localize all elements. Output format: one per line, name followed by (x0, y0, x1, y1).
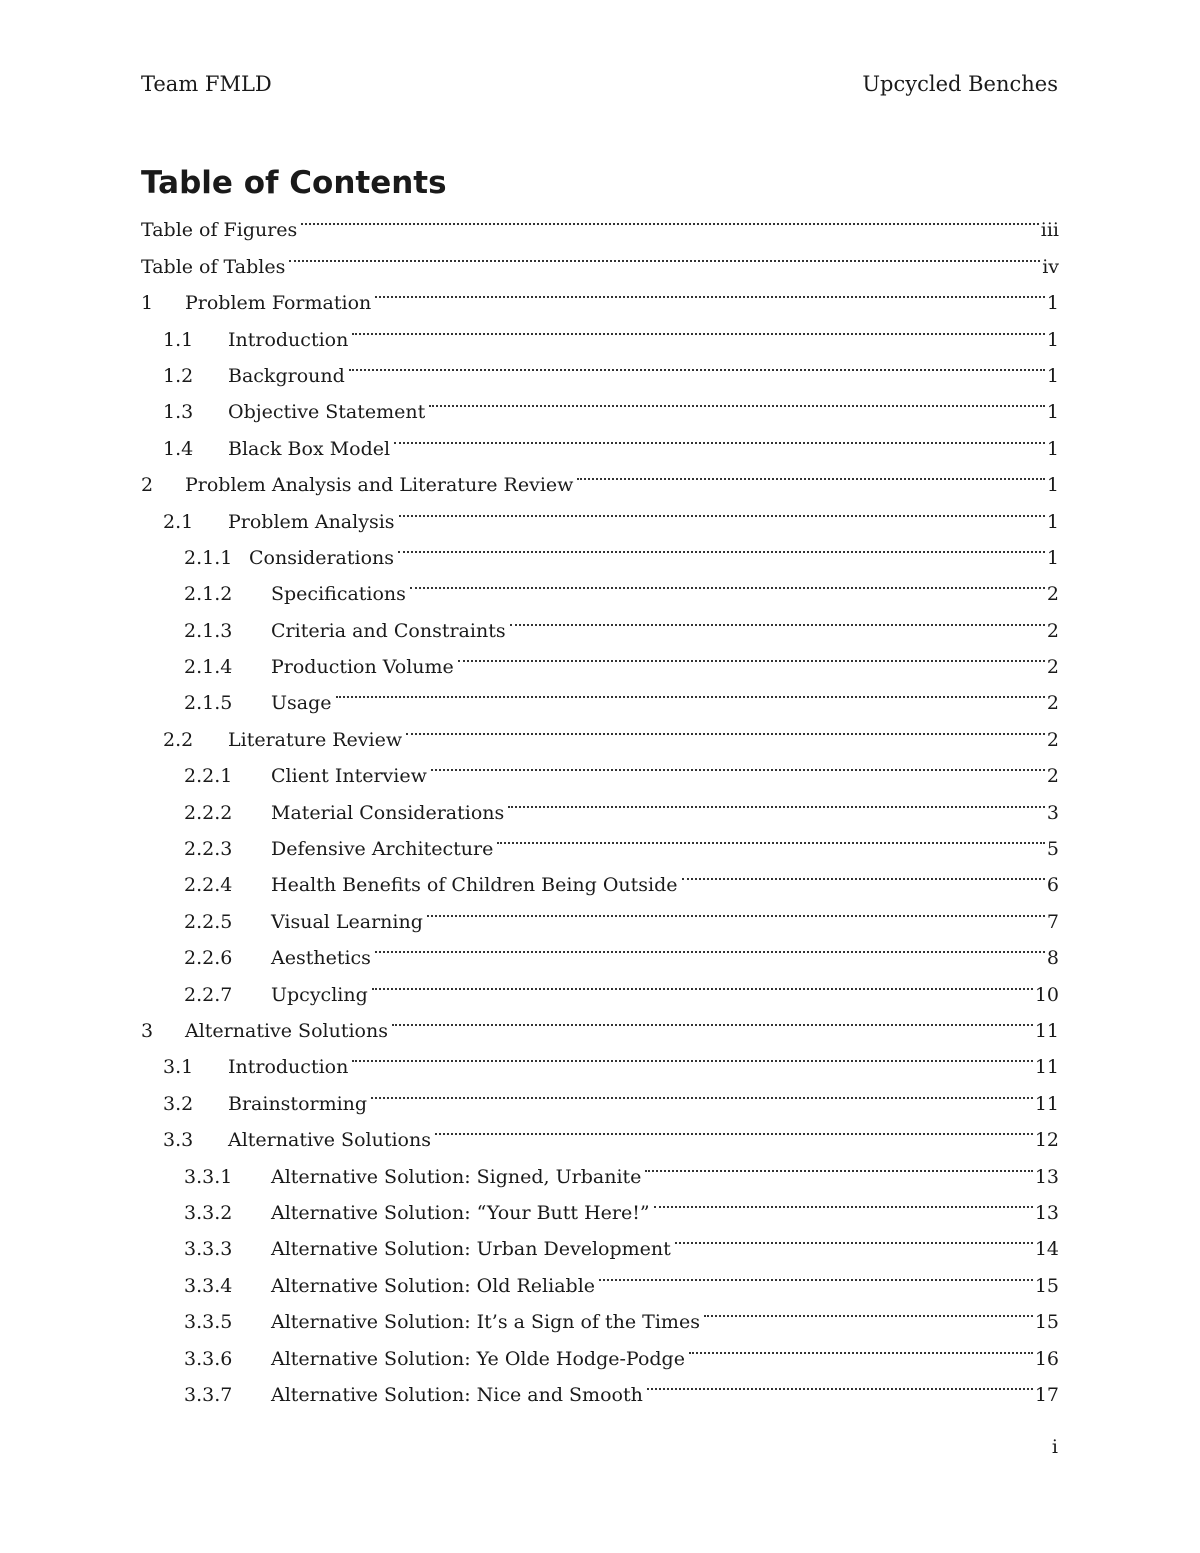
dot-leader (675, 1219, 1033, 1255)
toc-entry-text: Alternative Solution: Nice and Smooth (271, 1383, 643, 1406)
toc-entry-page: 2 (1046, 728, 1059, 751)
toc-entry-text: Defensive Architecture (271, 838, 494, 861)
toc-entry-text: Alternative Solution: Urban Development (271, 1238, 671, 1261)
toc-entry-text: Problem Analysis and Literature Review (185, 474, 574, 497)
toc-entry-page: 15 (1034, 1274, 1059, 1297)
toc-entry-number: 2.2 (163, 728, 194, 751)
toc-entry-page: 17 (1034, 1383, 1059, 1406)
toc-entry-page: 15 (1034, 1311, 1059, 1334)
dot-leader (371, 1073, 1033, 1109)
toc-entry-page: 1 (1046, 546, 1059, 569)
running-header-team: Team FMLD (141, 72, 272, 96)
dot-leader (682, 855, 1045, 891)
toc-entry-number: 1.3 (163, 401, 194, 424)
dot-leader (352, 1037, 1032, 1073)
toc-entry-number: 3.3.4 (184, 1274, 233, 1297)
dot-leader (406, 709, 1045, 745)
toc-entry-number: 1 (141, 292, 154, 315)
toc-entry-page: 11 (1034, 1092, 1059, 1115)
toc-entry-page: 2 (1046, 656, 1059, 679)
toc-entry-text: Production Volume (271, 656, 454, 679)
toc-entry-page: 16 (1034, 1347, 1059, 1370)
toc-entry-page: 13 (1034, 1201, 1059, 1224)
dot-leader (301, 200, 1038, 236)
dot-leader (394, 418, 1045, 454)
dot-leader (289, 236, 1040, 272)
toc-entry-text: Upcycling (271, 983, 368, 1006)
toc-entry-page: 1 (1046, 292, 1059, 315)
toc-entry-page: 1 (1046, 328, 1059, 351)
toc-entry-text: Black Box Model (228, 437, 391, 460)
dot-leader (647, 1365, 1033, 1401)
dot-leader (398, 528, 1045, 564)
toc-entry-number: 2.2.5 (184, 910, 233, 933)
dot-leader (410, 564, 1045, 600)
toc-entry-text: Material Considerations (271, 801, 505, 824)
dot-leader (599, 1255, 1033, 1291)
toc-entry-page: 11 (1034, 1056, 1059, 1079)
dot-leader (508, 782, 1045, 818)
toc-entry-text: Problem Formation (185, 292, 372, 315)
toc-entry-text: Usage (271, 692, 332, 715)
dot-leader (392, 1001, 1033, 1037)
toc-entry-table-of-figures[interactable] (141, 200, 1059, 242)
toc-entry-text: Visual Learning (271, 910, 423, 933)
toc-entry-number: 3.1 (163, 1056, 194, 1079)
dot-leader (375, 273, 1045, 309)
toc-entry-page: 2 (1046, 583, 1059, 606)
toc-entry-text: Alternative Solution: It’s a Sign of the Times (271, 1311, 700, 1334)
toc-entry-text: Health Benefits of Children Being Outside (271, 874, 678, 897)
toc-entry-page: 2 (1046, 765, 1059, 788)
toc-entry-page: 5 (1046, 838, 1059, 861)
toc-entry-page: 8 (1046, 947, 1059, 970)
toc-entry-text: Introduction (228, 1056, 349, 1079)
toc-entry-page: 6 (1046, 874, 1059, 897)
toc-entry-number: 3.3.5 (184, 1311, 233, 1334)
toc-entry-number: 2.1.4 (184, 656, 233, 679)
dot-leader (497, 819, 1045, 855)
running-header-project: Upcycled Benches (862, 72, 1058, 96)
toc-entry-page: 2 (1046, 692, 1059, 715)
toc-entry-text: Alternative Solution: Old Reliable (271, 1274, 596, 1297)
toc-entry-page: 11 (1034, 1019, 1059, 1042)
toc-entry-page: 10 (1034, 983, 1059, 1006)
dot-leader (429, 382, 1045, 418)
toc-entry-text: Alternative Solution: “Your Butt Here!” (271, 1201, 650, 1224)
toc-entry-number: 2.1.2 (184, 583, 233, 606)
toc-entry-page: 1 (1046, 364, 1059, 387)
toc-entry-number: 2.1.3 (184, 619, 233, 642)
dot-leader (399, 491, 1045, 527)
dot-leader (458, 637, 1045, 673)
dot-leader (654, 1183, 1033, 1219)
dot-leader (704, 1292, 1033, 1328)
toc-entry-number: 2.1 (163, 510, 194, 533)
toc-entry-number: 3.3.6 (184, 1347, 233, 1370)
toc-entry-number: 1.1 (163, 328, 194, 351)
toc-entry-number: 1.4 (163, 437, 194, 460)
toc-entry-page: 13 (1034, 1165, 1059, 1188)
dot-leader (577, 455, 1044, 491)
toc-entry-number: 2.2.6 (184, 947, 233, 970)
toc-entry-number: 3.3.3 (184, 1238, 233, 1261)
toc-entry-number: 3.3 (163, 1129, 194, 1152)
toc-entry-number: 3.3.7 (184, 1383, 233, 1406)
toc-entry-number: 2.1.5 (184, 692, 233, 715)
dot-leader (689, 1328, 1033, 1364)
toc-entry-number: 3.3.1 (184, 1165, 233, 1188)
toc-entry-page: 1 (1046, 401, 1059, 424)
dot-leader (435, 1110, 1033, 1146)
toc-entry-page: 2 (1046, 619, 1059, 642)
toc-entry-text: Specifications (271, 583, 406, 606)
toc-entry-number: 2.2.4 (184, 874, 233, 897)
table-of-contents (141, 200, 1059, 1406)
toc-entry-text: Considerations (249, 546, 394, 569)
dot-leader (645, 1146, 1032, 1182)
toc-entry-number: 3.3.2 (184, 1201, 233, 1224)
dot-leader (427, 891, 1045, 927)
toc-entry-number: 1.2 (163, 364, 194, 387)
page-number: i (1051, 1436, 1058, 1458)
dot-leader (352, 309, 1045, 345)
toc-entry-number: 3.2 (163, 1092, 194, 1115)
toc-entry-page: iii (1040, 219, 1059, 242)
toc-entry-page: 1 (1046, 510, 1059, 533)
toc-entry-number: 2.2.7 (184, 983, 233, 1006)
toc-entry-page: iv (1042, 255, 1059, 278)
toc-entry-number: 2.2.2 (184, 801, 233, 824)
dot-leader (375, 928, 1045, 964)
toc-entry-number: 2.2.3 (184, 838, 233, 861)
toc-heading: Table of Contents (141, 165, 447, 201)
toc-entry-text: Background (228, 364, 345, 387)
toc-entry-number: 2.1.1 (184, 546, 233, 569)
toc-entry-text: Brainstorming (228, 1092, 368, 1115)
toc-entry-page: 12 (1034, 1129, 1059, 1152)
toc-entry-text: Alternative Solutions (228, 1129, 431, 1152)
toc-entry-number: 2.2.1 (184, 765, 233, 788)
toc-entry-text: Alternative Solution: Ye Olde Hodge-Podge (271, 1347, 685, 1370)
toc-entry-text: Problem Analysis (228, 510, 395, 533)
toc-entry-text: Alternative Solutions (185, 1019, 388, 1042)
toc-entry-text: Table of Figures (141, 219, 298, 242)
toc-entry-text: Table of Tables (141, 255, 286, 278)
dot-leader (510, 600, 1045, 636)
toc-entry-page: 1 (1046, 474, 1059, 497)
toc-entry-text: Introduction (228, 328, 349, 351)
toc-entry-text: Objective Statement (228, 401, 426, 424)
toc-entry-text: Client Interview (271, 765, 427, 788)
toc-entry-number: 3 (141, 1019, 154, 1042)
toc-entry-page: 14 (1034, 1238, 1059, 1261)
toc-entry-page: 7 (1046, 910, 1059, 933)
toc-entry-text: Literature Review (228, 728, 403, 751)
dot-leader (336, 673, 1045, 709)
dot-leader (349, 346, 1045, 382)
dot-leader (372, 964, 1033, 1000)
dot-leader (431, 746, 1045, 782)
toc-entry-text: Alternative Solution: Signed, Urbanite (271, 1165, 642, 1188)
toc-entry-page: 3 (1046, 801, 1059, 824)
toc-entry-page: 1 (1046, 437, 1059, 460)
toc-entry-text: Criteria and Constraints (271, 619, 506, 642)
toc-entry-text: Aesthetics (271, 947, 371, 970)
toc-entry-number: 2 (141, 474, 154, 497)
